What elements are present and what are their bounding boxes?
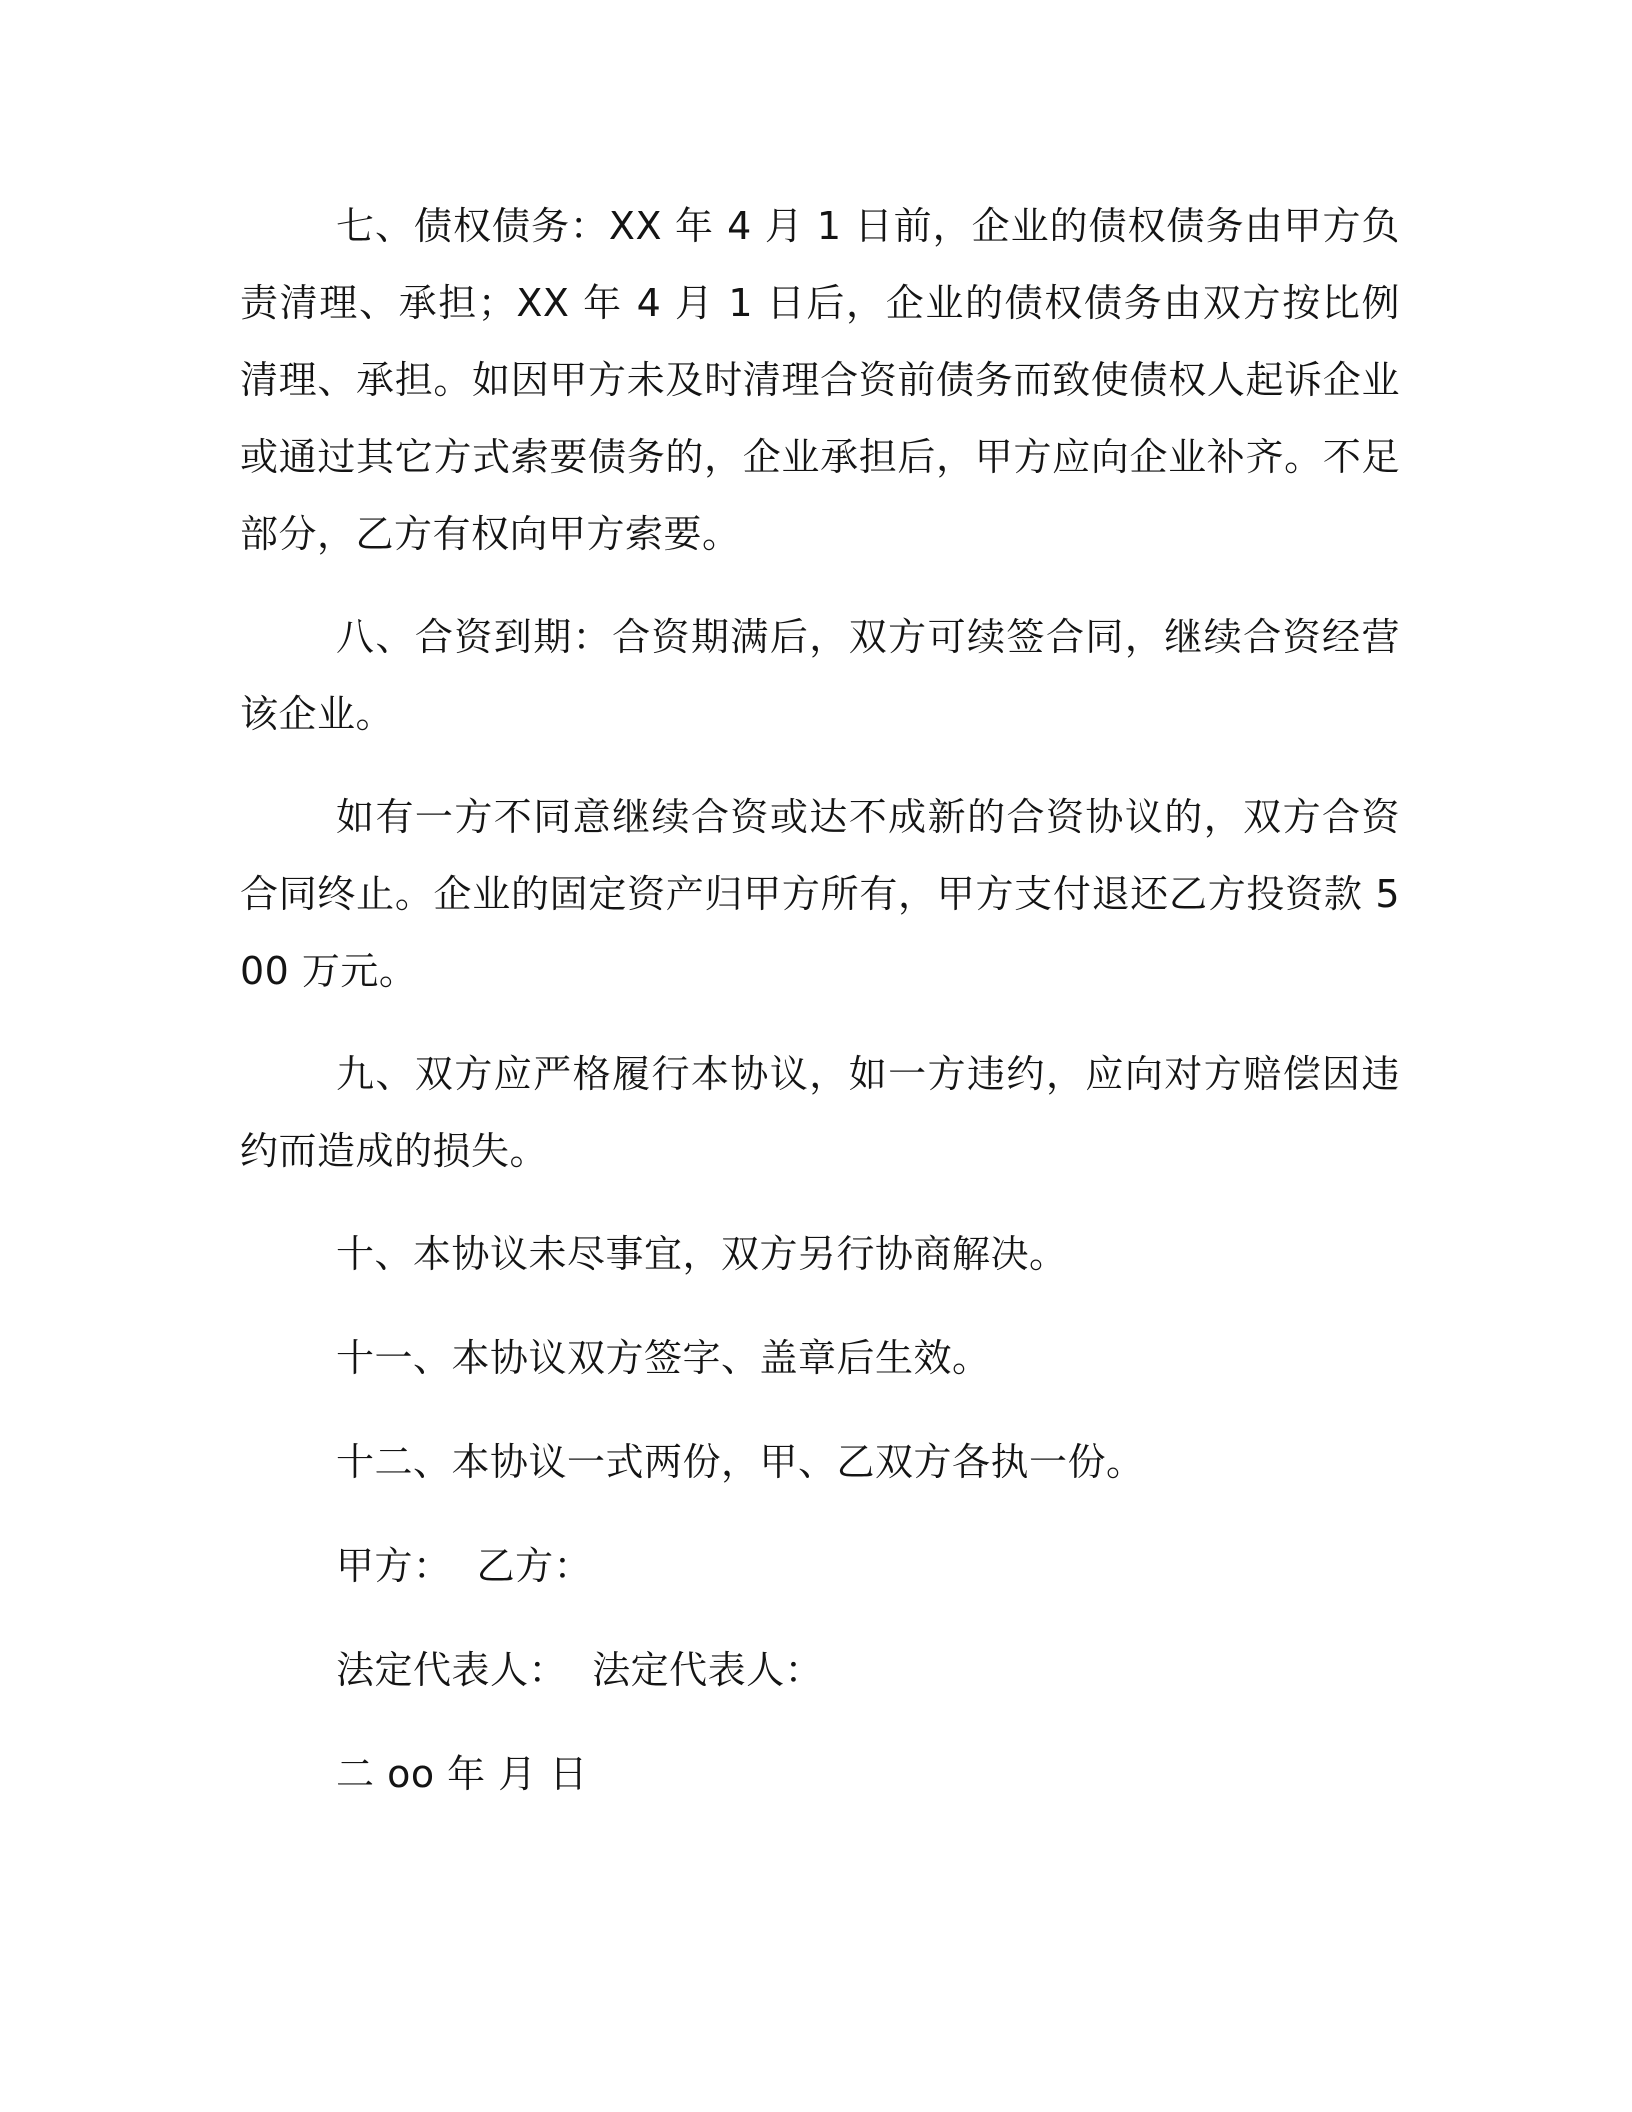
clause-11-effective: 十一、本协议双方签字、盖章后生效。 xyxy=(336,1336,991,1380)
clause-8-termination: 如有一方不同意继续合资或达不成新的合资协议的，双方合资合同终止。企业的固定资产归甲方所有，甲方支付退还乙方投资款 500 万元。 xyxy=(240,795,1400,993)
clause-8-expiry: 八、合资到期：合资期满后，双方可续签合同，继续合资经营该企业。 xyxy=(240,615,1400,736)
clause-12-copies: 十二、本协议一式两份，甲、乙双方各执一份。 xyxy=(336,1440,1145,1484)
clause-9-breach: 九、双方应严格履行本协议，如一方违约，应向对方赔偿因违约而造成的损失。 xyxy=(240,1052,1400,1173)
clause-10-unresolved: 十、本协议未尽事宜，双方另行协商解决。 xyxy=(336,1232,1068,1276)
signature-representatives: 法定代表人： 法定代表人： xyxy=(336,1648,824,1692)
document-body xyxy=(240,188,1400,1840)
signature-parties: 甲方： 乙方： xyxy=(336,1544,593,1588)
signature-date: 二 oo 年 月 日 xyxy=(336,1752,588,1796)
clause-7-debts: 七、债权债务：XX 年 4 月 1 日前，企业的债权债务由甲方负责清理、承担；XX 年 4 月 1 日后，企业的债权债务由双方按比例清理、承担。如因甲方未及时清理合资前债务而致使债权人起诉企业或通过其它方式索要债务的，企业承担后，甲方应向企业补齐。不足部分，乙方有权向甲方索要。 xyxy=(240,204,1400,556)
